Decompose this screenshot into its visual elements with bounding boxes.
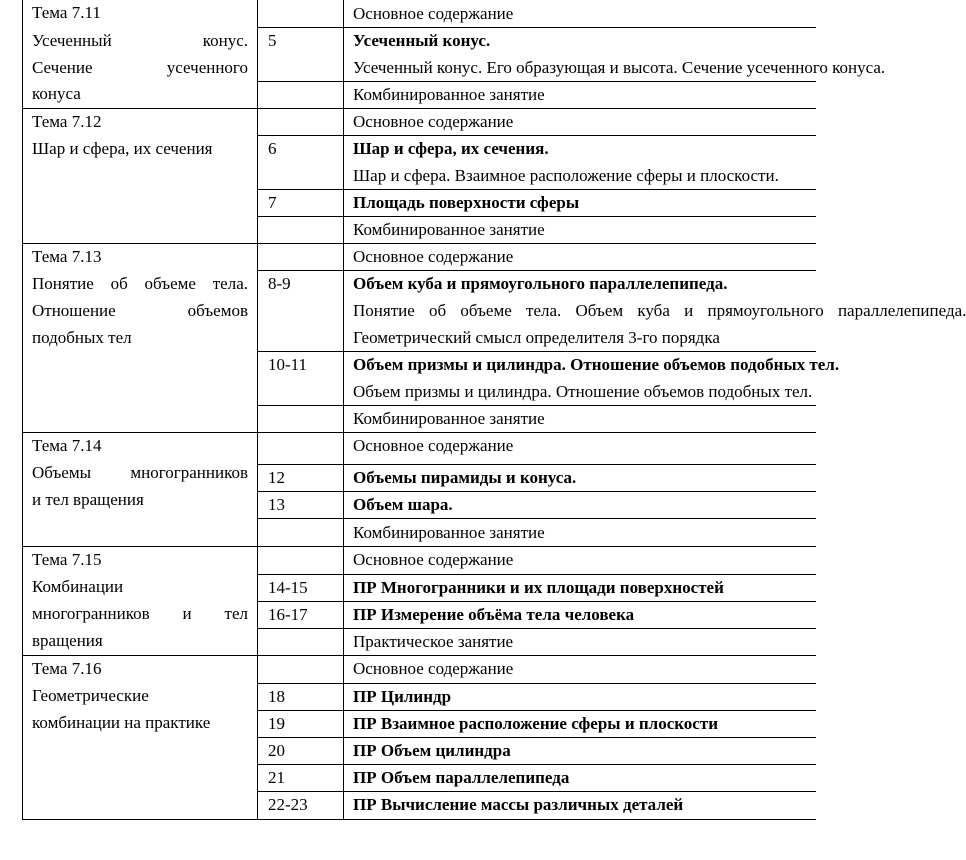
row-border [257, 135, 816, 136]
lesson-number: 12 [268, 468, 285, 487]
column-divider-topic [257, 0, 258, 820]
row-border [22, 243, 816, 244]
topic-description-line: Понятие об объеме тела. [32, 274, 248, 293]
lesson-description: Геометрический смысл определителя 3-го порядка [353, 328, 720, 347]
row-border [257, 216, 816, 217]
lesson-type: Практическое занятие [353, 632, 514, 651]
lesson-description: Шар и сфера. Взаимное расположение сферы и плоскости. [353, 166, 779, 185]
row-border [22, 546, 816, 547]
section-label: Основное содержание [353, 436, 514, 455]
lesson-type: Комбинированное занятие [353, 409, 545, 428]
lesson-number: 13 [268, 495, 285, 514]
lesson-number: 10-11 [268, 355, 308, 374]
lesson-title: Объем куба и прямоугольного параллелепипеда. [353, 274, 728, 293]
row-border [257, 628, 816, 629]
lesson-number: 16-17 [268, 605, 308, 624]
row-border [22, 432, 816, 433]
lesson-title: Шар и сфера, их сечения. [353, 139, 549, 158]
column-divider-number [343, 0, 344, 820]
lesson-title: ПР Объем цилиндра [353, 741, 511, 760]
row-border [257, 270, 816, 271]
lesson-title: ПР Вычисление массы различных деталей [353, 795, 684, 814]
topic-description-line: Усеченный конус. [32, 31, 248, 50]
row-border [257, 189, 816, 190]
section-label: Основное содержание [353, 4, 514, 23]
lesson-title: ПР Многогранники и их площади поверхностей [353, 578, 724, 597]
row-border [257, 491, 816, 492]
topic-description-line: Комбинации [32, 577, 124, 596]
row-border [257, 764, 816, 765]
row-border [22, 655, 816, 656]
lesson-title: ПР Цилиндр [353, 687, 452, 706]
lesson-title: Объем призмы и цилиндра. Отношение объемов подобных тел. [353, 355, 840, 374]
lesson-number: 5 [268, 31, 277, 50]
row-border [257, 683, 816, 684]
lesson-description: Усеченный конус. Его образующая и высота. Сечение усеченного конуса. [353, 58, 886, 77]
lesson-title: Площадь поверхности сферы [353, 193, 580, 212]
row-border [257, 791, 816, 792]
topic-description-line: конуса [32, 84, 81, 103]
lesson-title: ПР Взаимное расположение сферы и плоскости [353, 714, 719, 733]
topic-description-line: Геометрические [32, 686, 149, 705]
lesson-number: 7 [268, 193, 277, 212]
topic-title: Тема 7.12 [32, 112, 102, 131]
topic-title: Тема 7.13 [32, 247, 102, 266]
lesson-number: 6 [268, 139, 277, 158]
lesson-number: 8-9 [268, 274, 291, 293]
lesson-title: ПР Измерение объёма тела человека [353, 605, 635, 624]
section-label: Основное содержание [353, 550, 514, 569]
lesson-number: 18 [268, 687, 285, 706]
lesson-title: Объемы пирамиды и конуса. [353, 468, 577, 487]
topic-title: Тема 7.11 [32, 3, 101, 22]
section-label: Основное содержание [353, 112, 514, 131]
lesson-type: Комбинированное занятие [353, 523, 545, 542]
row-border [257, 405, 816, 406]
lesson-type: Комбинированное занятие [353, 220, 545, 239]
row-border [257, 574, 816, 575]
topic-title: Тема 7.16 [32, 659, 102, 678]
lesson-description: Понятие об объеме тела. Объем куба и прямоугольного параллелепипеда. [353, 301, 966, 320]
topic-description-line: Сечение усеченного [32, 58, 248, 77]
row-border [22, 108, 816, 109]
row-border [257, 601, 816, 602]
topic-description-line: Отношение объемов [32, 301, 248, 320]
lesson-title: Объем шара. [353, 495, 453, 514]
section-label: Основное содержание [353, 247, 514, 266]
topic-description-line: вращения [32, 631, 103, 650]
topic-title: Тема 7.14 [32, 436, 102, 455]
row-border [257, 27, 816, 28]
topic-description-line: подобных тел [32, 328, 132, 347]
lesson-description: Объем призмы и цилиндра. Отношение объемов подобных тел. [353, 382, 813, 401]
lesson-number: 20 [268, 741, 285, 760]
row-border [257, 81, 816, 82]
lesson-number: 14-15 [268, 578, 308, 597]
lesson-title: Усеченный конус. [353, 31, 491, 50]
lesson-number: 21 [268, 768, 285, 787]
topic-description-line: и тел вращения [32, 490, 144, 509]
row-border [257, 710, 816, 711]
lesson-number: 22-23 [268, 795, 308, 814]
row-border [257, 351, 816, 352]
lesson-title: ПР Объем параллелепипеда [353, 768, 570, 787]
topic-description-line: Объемы многогранников [32, 463, 248, 482]
section-label: Основное содержание [353, 659, 514, 678]
row-border [257, 737, 816, 738]
topic-description-line: Шар и сфера, их сечения [32, 139, 213, 158]
lesson-type: Комбинированное занятие [353, 85, 545, 104]
table-border-left [22, 0, 23, 820]
topic-description-line: комбинации на практике [32, 713, 211, 732]
topic-title: Тема 7.15 [32, 550, 102, 569]
row-border [257, 518, 816, 519]
row-border [257, 464, 816, 465]
table-border-bottom [22, 819, 816, 820]
topic-description-line: многогранников и тел [32, 604, 248, 623]
lesson-number: 19 [268, 714, 285, 733]
